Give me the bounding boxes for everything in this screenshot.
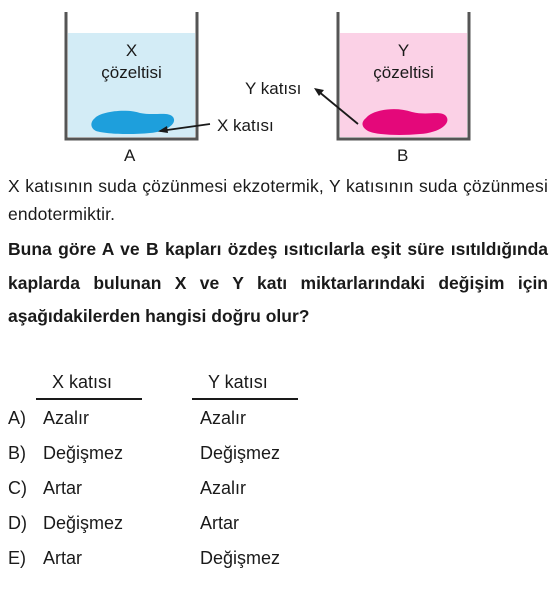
- question-text: Buna göre A ve B kapları özdeş ısıtıcılarla eşit süre ısıtıldığında kaplarda bulunan X ve Y katı miktarlarındaki değişim için aşağıdakilerden hangisi doğru olur?: [8, 239, 548, 326]
- option-x-value: Artar: [43, 478, 83, 498]
- option-letter: B): [8, 443, 26, 463]
- option-y-value: Azalır: [200, 408, 247, 428]
- option-letter: A): [8, 408, 26, 428]
- option-y-value: Değişmez: [200, 548, 281, 568]
- option-letter: C): [8, 478, 27, 498]
- column-y-underline: [192, 398, 298, 400]
- option-y-value: Azalır: [200, 478, 247, 498]
- option-y-value: Değişmez: [200, 443, 281, 463]
- option-x-value: Değişmez: [43, 443, 124, 463]
- beaker-b-caption: [340, 40, 467, 84]
- y-solid-label: Y katısı: [245, 79, 302, 98]
- option-letter: E): [8, 548, 26, 568]
- beaker-b-label: B: [397, 146, 409, 165]
- option-x-value: Değişmez: [43, 513, 124, 533]
- x-solution-letter: X: [125, 41, 138, 60]
- option-x-value: Azalır: [43, 408, 90, 428]
- option-x-value: Artar: [43, 548, 83, 568]
- column-y-header: Y katısı: [208, 372, 268, 392]
- beaker-a-label: A: [124, 146, 136, 165]
- column-x-underline: [36, 398, 142, 400]
- x-solution-label: çözeltisi: [101, 63, 162, 82]
- intro-text: X katısının suda çözünmesi ekzotermik, Y katısının suda çözünmesi endotermiktir.: [8, 176, 548, 224]
- option-letter: D): [8, 513, 27, 533]
- beakers-figure: [0, 0, 559, 170]
- option-y-value: Artar: [200, 513, 240, 533]
- column-x-header: X katısı: [52, 372, 113, 392]
- y-solution-label: çözeltisi: [373, 63, 434, 82]
- x-solid-label: X katısı: [217, 116, 274, 135]
- y-solution-letter: Y: [397, 41, 410, 60]
- beaker-a-caption: [68, 40, 195, 84]
